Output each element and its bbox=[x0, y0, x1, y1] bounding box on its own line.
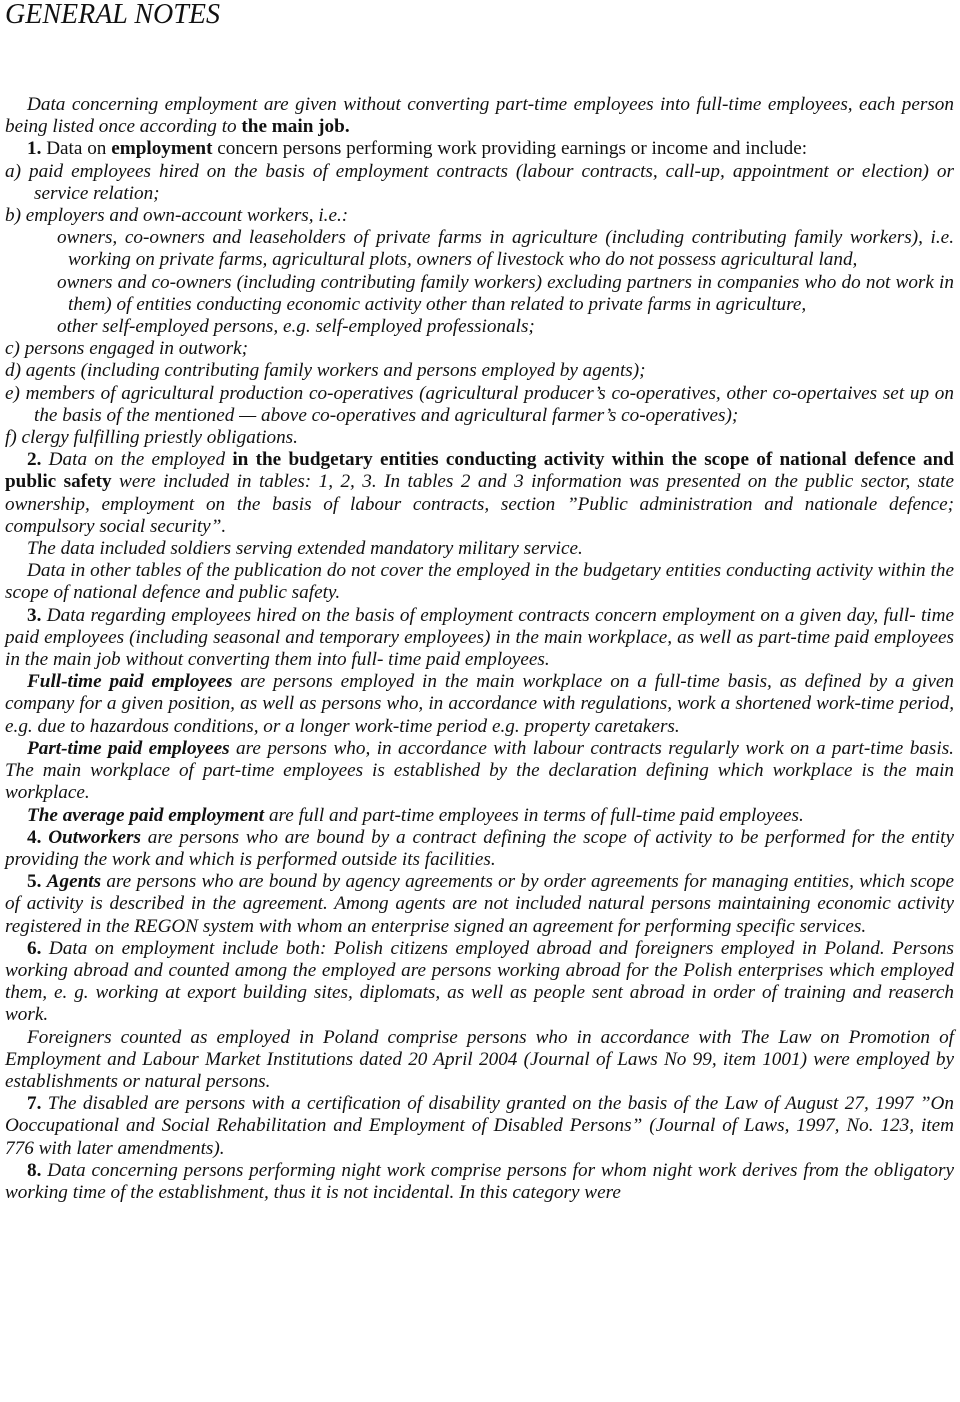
note-1 bbox=[5, 138, 954, 160]
note-2-bold: in the budgetary entities conducting activity within the scope of national defence and public safety bbox=[5, 449, 954, 493]
note-7 bbox=[5, 1093, 954, 1160]
fulltime-text: are persons employed in the main workplace on a full-time basis, as defined by a given company for a given position, as well as persons who, in accordance with regulations, work a shortened work-time period, e.g. due to hazardous conditions, or a longer work-time period e.g. property caretakers. bbox=[5, 671, 954, 737]
parttime-text: are persons who, in accordance with labour contracts regularly work on a part-time basis. The main workplace of part-time employees is established by the declaration defining which workplace is the main workplace. bbox=[5, 737, 954, 804]
intro-main-job: the main job. bbox=[241, 116, 350, 138]
note-6-number: 6. bbox=[27, 937, 42, 959]
note-8-text: Data concerning persons performing night work comprise persons for whom night work derives from the obligatory working time of the establishment, thus it is not incidental. In this category were bbox=[5, 1159, 954, 1203]
note-5 bbox=[5, 871, 954, 938]
outworkers-term: Outworkers bbox=[48, 826, 141, 848]
note-2-text-c: were included in tables: 1, 2, 3. In tables 2 and 3 information was presented on the public sector, state ownership, employment on the basis of labour contracts, section ”Public administration and nationale defence; compulsory social security”. bbox=[5, 471, 954, 537]
note-2-number: 2. bbox=[27, 449, 42, 471]
intro-paragraph bbox=[5, 94, 954, 138]
note-3 bbox=[5, 605, 954, 672]
note-3-number: 3. bbox=[27, 604, 42, 626]
dash-item-3-text: other self-employed persons, e.g. self-employed professionals; bbox=[57, 316, 535, 338]
note-3-parttime bbox=[5, 738, 954, 805]
note-3-fulltime bbox=[5, 671, 954, 738]
note-7-number: 7. bbox=[27, 1093, 42, 1115]
average-text: are full and part-time employees in terms of full-time paid employees. bbox=[264, 804, 804, 826]
dash-item-2 bbox=[5, 272, 954, 316]
em-dash-marker bbox=[5, 227, 57, 249]
em-dash-marker bbox=[5, 272, 57, 294]
intro-text: Data concerning employment are given without converting part-time employees into full-time employees, each person being listed once according to bbox=[5, 94, 954, 138]
list-item-e: e) members of agricultural production co-operatives (agricultural producer’s co-operatives, other co-opertaives set up on the basis of the mentioned — above co-operatives and agricultural farmer’s co-operatives); bbox=[5, 382, 954, 426]
dash-item-1 bbox=[5, 227, 954, 271]
list-item-b: b) employers and own-account workers, i.e.: bbox=[5, 205, 349, 227]
note-2 bbox=[5, 449, 954, 538]
list-item-a: a) paid employees hired on the basis of employment contracts (labour contracts, call-up, appointment or election) or service relation; bbox=[5, 160, 954, 204]
note-8 bbox=[5, 1160, 954, 1204]
note-7-text: The disabled are persons with a certification of disability granted on the basis of the Law of August 27, 1997 ”On Ooccupational and Social Rehabilitation and Employment of Disabled Persons” (Journal of Laws, 1997, No. 123, item 776 with later amendments). bbox=[5, 1093, 954, 1159]
note-5-number: 5. bbox=[27, 871, 42, 893]
fulltime-term: Full-time paid employees bbox=[27, 671, 233, 693]
list-item-c: c) persons engaged in outwork; bbox=[5, 338, 249, 360]
note-4-text: are persons who are bound by a contract defining the scope of activity to be performed for the entity providing the work and which is performed outside its facilities. bbox=[5, 826, 955, 870]
note-6-text: Data on employment include both: Polish citizens employed abroad and foreigners employed in Poland. Persons working abroad and counted among the employed are persons working abroad for the Polish enterprises which employed them, e. g. working at export building sites, diplomats, as well as people sent abroad in order of training and reaserch work. bbox=[5, 937, 954, 1026]
note-2-para-2: The data included soldiers serving extended mandatory military service. bbox=[27, 538, 583, 560]
note-2-text-a: Data on the employed bbox=[41, 449, 233, 471]
parttime-term: Part-time paid employees bbox=[27, 737, 230, 759]
note-3-average bbox=[5, 805, 954, 827]
note-8-number: 8. bbox=[27, 1159, 42, 1181]
average-term: The average paid employment bbox=[27, 804, 265, 826]
em-dash-marker bbox=[5, 316, 57, 338]
dash-item-2-text: owners and co-owners (including contributing family workers) excluding partners in companies who do not work in them) of entities conducting economic activity other than related to private farms in agriculture, bbox=[57, 271, 954, 315]
dash-item-3 bbox=[5, 316, 954, 338]
note-6 bbox=[5, 938, 954, 1027]
note-5-text: are persons who are bound by agency agreements or by order agreements for managing entities, which scope of activity is described in the agreement. Among agents are not included natural persons maintaining economic activity registered in the REGON system with whom an enterprise signed an agreement for performing specific services. bbox=[5, 871, 954, 937]
note-4 bbox=[5, 827, 954, 871]
list-item-d: d) agents (including contributing family workers and persons employed by agents); bbox=[5, 360, 646, 382]
note-4-number: 4. bbox=[27, 826, 42, 848]
note-2-para-3: Data in other tables of the publication do not cover the employed in the budgetary entities conducting activity within the scope of national defence and public safety. bbox=[5, 560, 954, 604]
note-3-text: Data regarding employees hired on the basis of employment contracts concern employment on a given day, full- time paid employees (including seasonal and temporary employees) in the main workplace, as well as part-time paid employees in the main job without converting them into full- time paid employees. bbox=[5, 604, 954, 671]
list-item-f: f) clergy fulfilling priestly obligations. bbox=[5, 427, 298, 449]
note-1-text-c: concern persons performing work providing earnings or income and include: bbox=[212, 138, 808, 160]
agents-term: Agents bbox=[46, 871, 102, 893]
note-1-term: employment bbox=[111, 138, 213, 160]
note-6-para-2: Foreigners counted as employed in Poland comprise persons who in accordance with The Law on Promotion of Employment and Labour Market Institutions dated 20 April 2004 (Journal of Laws No 99, item 1001) were employed by establishments or natural persons. bbox=[5, 1026, 954, 1092]
dash-item-1-text: owners, co-owners and leaseholders of private farms in agriculture (including contributing family workers), i.e. working on private farms, agricultural plots, owners of livestock who do not possess agricultural land, bbox=[57, 227, 954, 271]
note-1-text-a: Data on bbox=[41, 138, 112, 160]
note-1-number: 1. bbox=[27, 138, 42, 160]
page-title: GENERAL NOTES bbox=[5, 0, 220, 30]
